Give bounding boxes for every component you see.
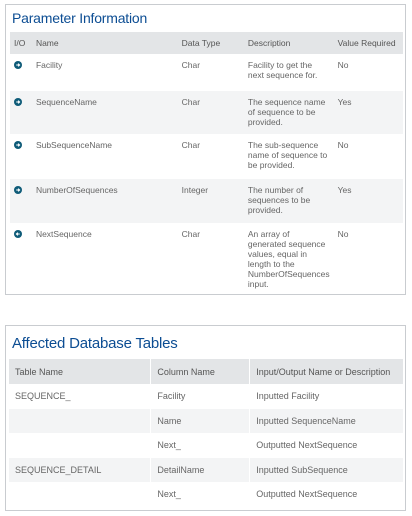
column-name-cell: Next_ bbox=[151, 482, 250, 507]
header-io: I/O bbox=[10, 32, 32, 54]
table-row bbox=[10, 223, 403, 301]
param-value-required: Yes bbox=[334, 91, 403, 134]
param-data-type: Char bbox=[181, 60, 201, 70]
table-row bbox=[10, 179, 403, 223]
affected-tables-header-row bbox=[9, 359, 404, 384]
table-row bbox=[10, 134, 403, 179]
parameter-table bbox=[10, 32, 403, 301]
io-description-cell: Outputted NextSequence bbox=[250, 433, 404, 458]
parameter-information-panel bbox=[5, 4, 406, 295]
param-value-required: No bbox=[337, 60, 349, 70]
io-description-cell: Outputted NextSequence bbox=[250, 482, 404, 507]
table-name-cell: SEQUENCE_ bbox=[9, 384, 151, 409]
io-cell bbox=[10, 179, 32, 223]
column-name-cell: Next_ bbox=[151, 433, 250, 458]
param-description: An array of generated sequence values, equal in length to the NumberOfSequences input. bbox=[247, 229, 330, 289]
header-value-required: Value Required bbox=[334, 32, 403, 54]
arrow-right-circle-icon bbox=[14, 141, 22, 149]
io-cell bbox=[10, 223, 32, 301]
header-table-name: Table Name bbox=[9, 359, 151, 384]
io-cell bbox=[10, 91, 32, 134]
param-value-required: No bbox=[337, 140, 349, 150]
table-row bbox=[10, 54, 403, 91]
param-value-required: No bbox=[337, 229, 349, 239]
affected-tables-table bbox=[9, 359, 404, 507]
io-cell bbox=[10, 134, 32, 179]
param-data-type: Char bbox=[181, 140, 201, 150]
table-name-cell bbox=[9, 433, 151, 458]
table-name-cell bbox=[9, 409, 151, 434]
header-name: Name bbox=[32, 32, 178, 54]
param-data-type: Integer bbox=[178, 179, 244, 223]
header-column-name: Column Name bbox=[151, 359, 250, 384]
param-name: SequenceName bbox=[32, 91, 178, 134]
table-row bbox=[9, 384, 404, 409]
header-data-type: Data Type bbox=[178, 32, 244, 54]
table-name-cell: SEQUENCE_DETAIL bbox=[9, 458, 151, 483]
table-row bbox=[10, 91, 403, 134]
parameter-information-title: Parameter Information bbox=[12, 10, 148, 26]
table-row bbox=[9, 433, 404, 458]
table-row bbox=[9, 482, 404, 507]
param-data-type: Char bbox=[178, 91, 244, 134]
header-description: Description bbox=[244, 32, 334, 54]
param-value-required: Yes bbox=[334, 179, 403, 223]
arrow-right-circle-icon bbox=[14, 186, 22, 194]
affected-database-tables-title: Affected Database Tables bbox=[12, 335, 178, 352]
header-io-description: Input/Output Name or Description bbox=[250, 359, 404, 384]
param-name: NextSequence bbox=[35, 229, 92, 239]
column-name-cell: Name bbox=[151, 409, 250, 434]
arrow-left-circle-icon bbox=[14, 230, 22, 238]
column-name-cell: DetailName bbox=[151, 458, 250, 483]
param-description: Facility to get the next sequence for. bbox=[247, 60, 318, 80]
column-name-cell: Facility bbox=[151, 384, 250, 409]
parameter-table-header-row bbox=[10, 32, 403, 54]
param-description: The sub-sequence name of sequence to be provided. bbox=[247, 140, 328, 170]
io-cell bbox=[10, 54, 32, 91]
io-description-cell: Inputted Facility bbox=[250, 384, 404, 409]
table-row bbox=[9, 458, 404, 483]
arrow-right-circle-icon bbox=[14, 98, 22, 106]
affected-database-tables-panel bbox=[5, 325, 406, 511]
param-name: SubSequenceName bbox=[35, 140, 113, 150]
io-description-cell: Inputted SubSequence bbox=[250, 458, 404, 483]
param-description: The number of sequences to be provided. bbox=[244, 179, 334, 223]
param-description: The sequence name of sequence to be provided. bbox=[244, 91, 334, 134]
param-name: Facility bbox=[35, 60, 63, 70]
table-name-cell bbox=[9, 482, 151, 507]
param-name: NumberOfSequences bbox=[32, 179, 178, 223]
arrow-right-circle-icon bbox=[14, 61, 22, 69]
table-row bbox=[9, 409, 404, 434]
param-data-type: Char bbox=[181, 229, 201, 239]
io-description-cell: Inputted SequenceName bbox=[250, 409, 404, 434]
